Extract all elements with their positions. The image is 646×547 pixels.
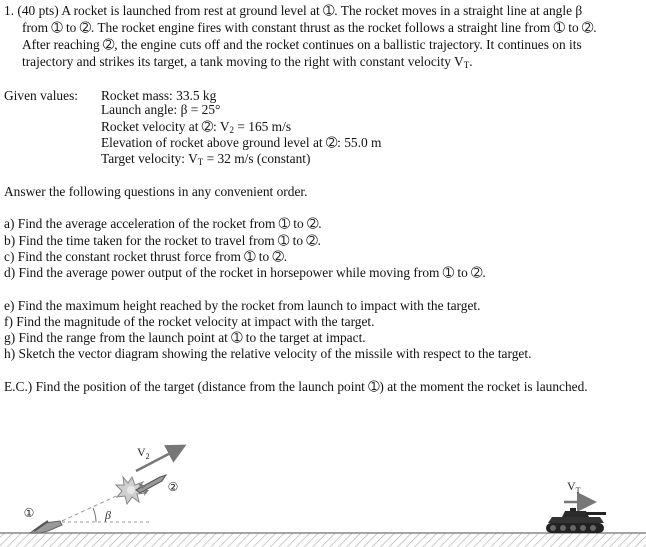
rocket-icon xyxy=(136,475,166,496)
problem-points: (40 pts) xyxy=(17,3,59,18)
problem-line-3: After reaching ➁, the engine cuts off and the rocket continues on a ballistic trajectory. It continues on its xyxy=(22,37,582,52)
question-b: b) Find the time taken for the rocket to travel from ➀ to ➁. xyxy=(4,233,321,248)
given-item-text: = 32 m/s (constant) xyxy=(203,151,311,166)
tank-icon xyxy=(546,508,606,533)
problem-line-2: from ➀ to ➁. The rocket engine fires with constant thrust as the rocket follows a straight line from ➀ to ➁. xyxy=(22,20,597,35)
extra-credit-question: E.C.) Find the position of the target (distance from the launch point ➀) at the moment the rocket is launched. xyxy=(4,379,588,394)
given-label: Given values: xyxy=(4,88,79,103)
angle-arc xyxy=(93,508,96,522)
question-e: e) Find the maximum height reached by the rocket from launch to impact with the target. xyxy=(4,298,481,313)
launch-pad xyxy=(30,521,62,533)
given-item: Elevation of rocket above ground level at ➁: 55.0 m xyxy=(101,135,382,150)
subscript: T xyxy=(197,157,204,167)
point-2-label: ② xyxy=(167,480,179,494)
question-g: g) Find the range from the launch point at ➀ to the target at impact. xyxy=(4,330,366,345)
rocket-trajectory-figure xyxy=(0,435,646,547)
problem-intro-line: trajectory and strikes its target, a tank moving to the right with constant velocity V xyxy=(22,54,464,69)
beta-label: β xyxy=(105,508,111,522)
problem-intro-line: A rocket is launched from rest at ground level at ➀. The rocket moves in a straight line at angle β xyxy=(61,3,583,18)
question-a: a) Find the average acceleration of the rocket from ➀ to ➁. xyxy=(4,216,322,231)
point-1-label: ① xyxy=(23,506,35,520)
vt-label-main: V xyxy=(567,479,576,493)
question-f: f) Find the magnitude of the rocket velocity at impact with the target. xyxy=(4,314,375,329)
question-h: h) Sketch the vector diagram showing the relative velocity of the missile with respect to the target. xyxy=(4,346,532,361)
question-d: d) Find the average power output of the rocket in horsepower while moving from ➀ to ➁. xyxy=(4,265,486,280)
v2-label-sub: 2 xyxy=(145,452,150,461)
given-item: Launch angle: β = 25° xyxy=(101,102,221,117)
v2-label-main: V xyxy=(137,445,146,459)
given-item xyxy=(101,150,310,171)
subscript: 2 xyxy=(229,125,234,135)
instruction: Answer the following questions in any convenient order. xyxy=(4,184,308,199)
trajectory-dashed-line xyxy=(62,492,125,521)
vt-label-sub: T xyxy=(575,486,581,495)
problem-number: 1. xyxy=(4,3,15,18)
v2-label xyxy=(137,445,150,461)
given-item-text: Target velocity: V xyxy=(101,151,198,166)
punctuation: . xyxy=(469,54,473,69)
subscript: T xyxy=(463,60,470,70)
problem-line-4 xyxy=(22,53,473,74)
vt-label xyxy=(567,479,581,495)
given-item: Rocket mass: 33.5 kg xyxy=(101,88,217,103)
given-item-text: Rocket velocity at ➁: V xyxy=(101,119,230,134)
given-item-text: = 165 m/s xyxy=(234,119,292,134)
question-c: c) Find the constant rocket thrust force from ➀ to ➁. xyxy=(4,249,288,264)
problem-line-1 xyxy=(4,2,582,19)
ground-hatching xyxy=(0,533,646,547)
